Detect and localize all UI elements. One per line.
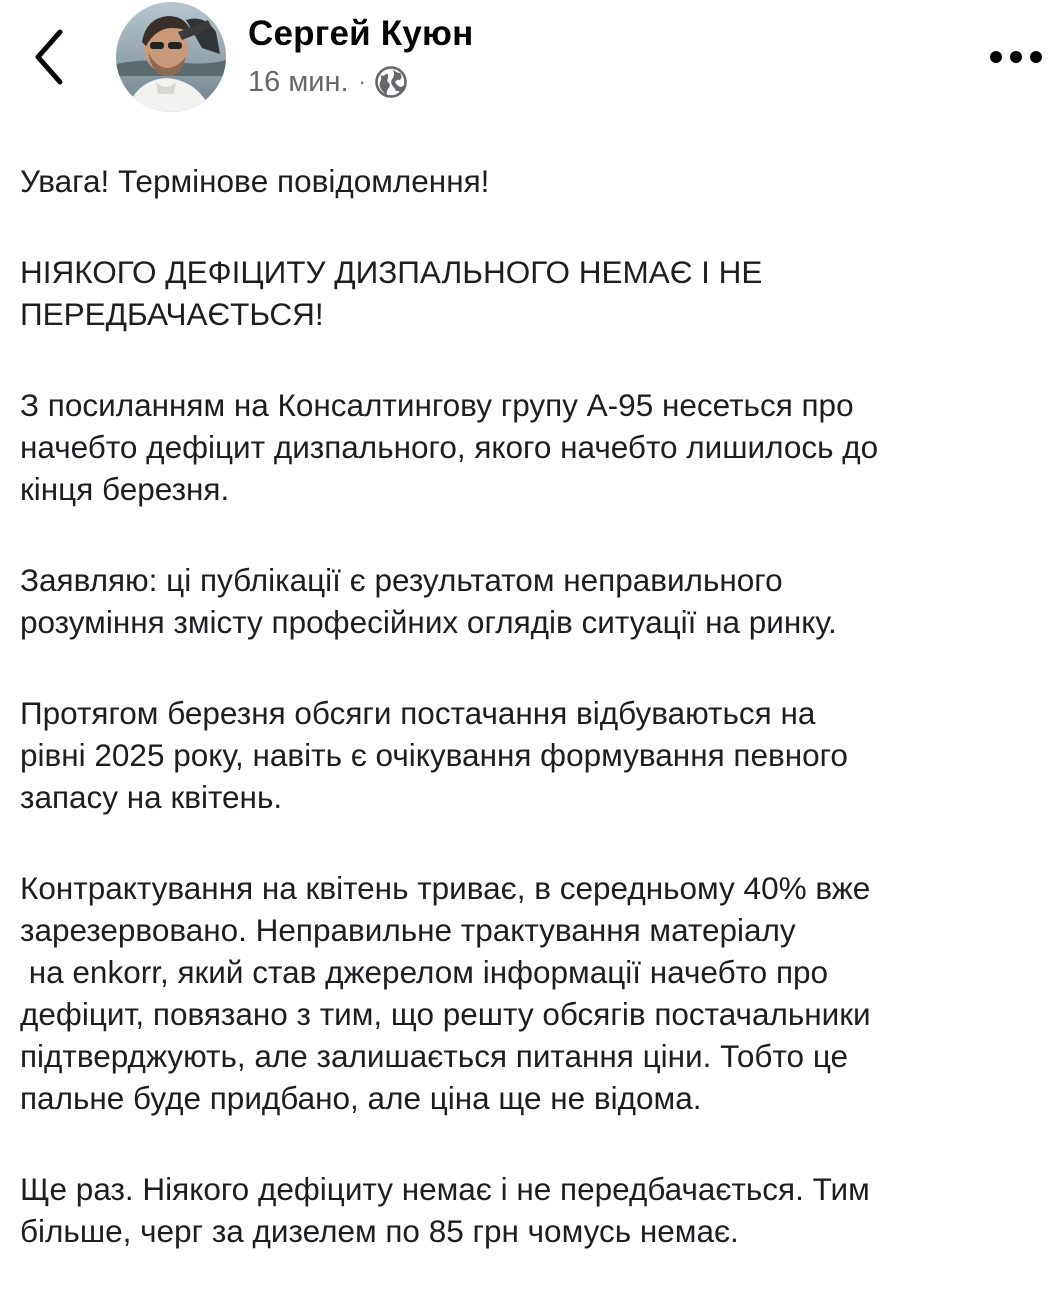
post-paragraph <box>20 692 1045 818</box>
post-paragraph <box>20 867 1045 1119</box>
post-paragraph <box>20 559 1045 643</box>
post-header <box>0 0 1056 125</box>
post-line: Заявляю: ці публікації є результатом неправильного <box>20 562 783 598</box>
author-name[interactable]: Сергей Куюн <box>248 14 474 53</box>
post-line: дефіцит, повязано з тим, що решту обсягів постачальники <box>20 996 871 1032</box>
post-line: ПЕРЕДБАЧАЄТЬСЯ! <box>20 296 324 332</box>
chevron-left-icon <box>26 22 76 92</box>
post-paragraph <box>20 251 1045 335</box>
post-line: рівні 2025 року, навіть є очікування формування певного <box>20 737 848 773</box>
post-line: начебто дефіцит дизпального, якого начебто лишилось до <box>20 429 879 465</box>
post-text <box>20 160 1045 1301</box>
post-line: Контрактування на квітень триває, в середньому 40% вже <box>20 870 871 906</box>
post-line: З посиланням на Консалтингову групу А-95 несеться про <box>20 387 854 423</box>
post-time[interactable]: 16 мин. <box>248 65 349 98</box>
post-line: пальне буде придбано, але ціна ще не відома. <box>20 1080 702 1116</box>
post-line: Увага! Терміновe повідомлення! <box>20 163 490 199</box>
post-paragraph <box>20 1168 1045 1252</box>
meta-separator: · <box>358 69 366 94</box>
post-line: на enkorr, який став джерелом інформації начебто про <box>20 954 829 990</box>
ellipsis-icon <box>986 40 1046 74</box>
post-meta <box>248 62 408 102</box>
globe-icon <box>374 65 408 99</box>
post-line: більше, черг за дизелем по 85 грн чомусь немає. <box>20 1213 739 1249</box>
post-line: розуміння змісту професійних оглядів ситуації на ринку. <box>20 604 837 640</box>
post-line: запасу на квітень. <box>20 779 283 815</box>
post-line: Ще раз. Ніякого дефіциту немає і не передбачається. Тим <box>20 1171 870 1207</box>
more-options-button[interactable] <box>986 40 1046 74</box>
post-line: підтверджують, але залишається питання ціни. Тобто це <box>20 1038 849 1074</box>
profile-photo <box>116 2 226 112</box>
post-line: зарезервовано. Неправильне трактування матеріалу <box>20 912 796 948</box>
back-button[interactable] <box>26 22 76 92</box>
post-line: Протягом березня обсяги постачання відбуваються на <box>20 695 816 731</box>
avatar[interactable] <box>116 2 226 112</box>
post-paragraph <box>20 384 1045 510</box>
post-line: кінця березня. <box>20 471 230 507</box>
post-line: НІЯКОГО ДЕФІЦИТУ ДИЗПАЛЬНОГО НЕМАЄ І НЕ <box>20 254 763 290</box>
post-paragraph <box>20 160 1045 202</box>
